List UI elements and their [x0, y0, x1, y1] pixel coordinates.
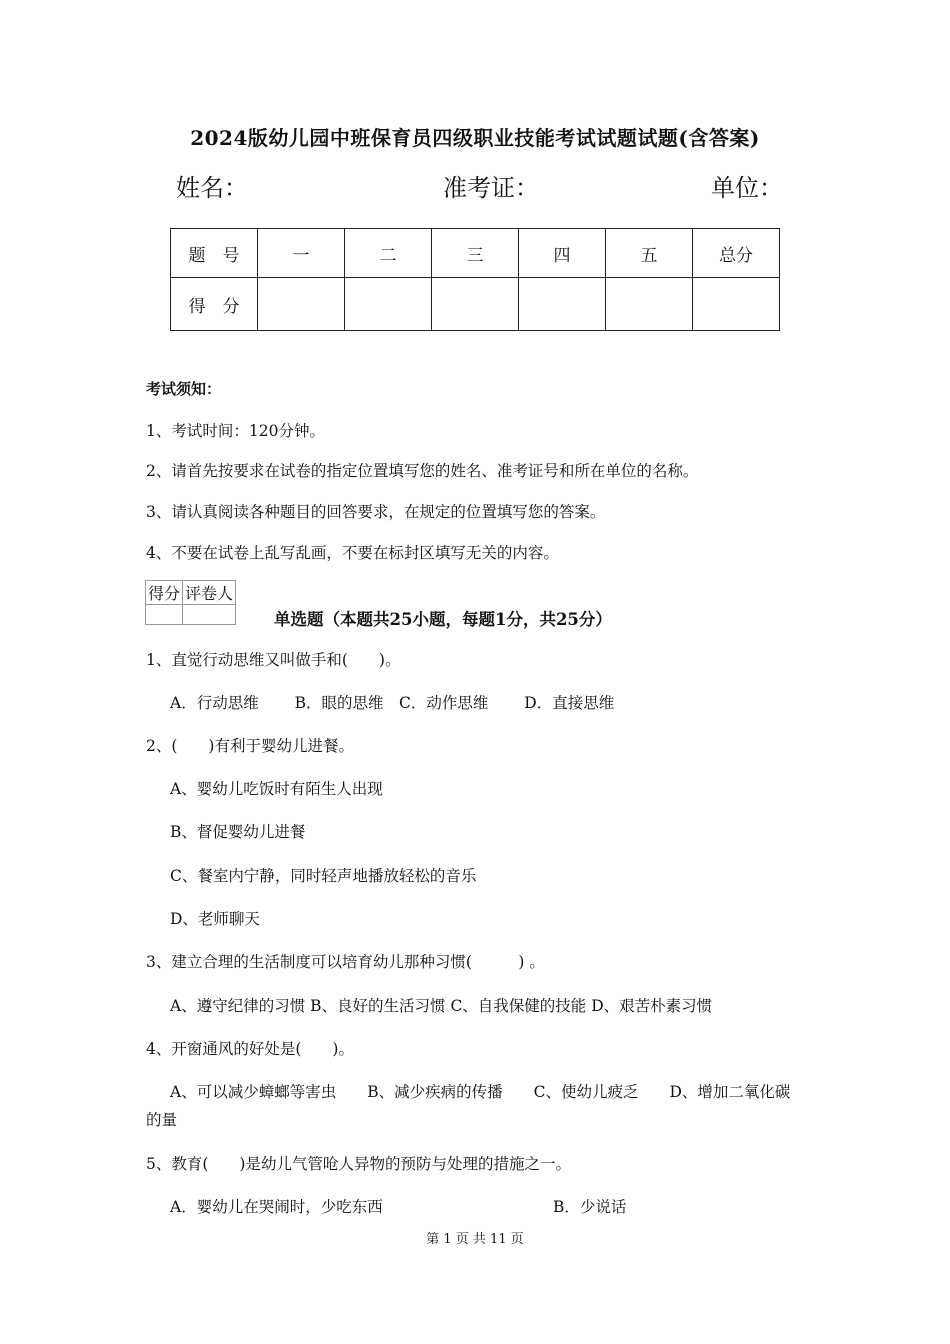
grader-score-cell[interactable] — [146, 605, 183, 625]
question-5-option-a: A．婴幼儿在哭闹时，少吃东西 — [170, 1198, 383, 1216]
question-2-option-b: B、督促婴幼儿进餐 — [170, 823, 306, 841]
notice-item-3: 3、请认真阅读各种题目的回答要求，在规定的位置填写您的答案。 — [146, 503, 606, 521]
notice-heading: 考试须知： — [146, 380, 222, 398]
grader-score-label: 得分 — [146, 581, 183, 605]
question-5-option-b: B．少说话 — [553, 1198, 627, 1216]
question-4-options-line-2: 的量 — [146, 1111, 178, 1129]
score-table-header-3: 三 — [432, 229, 519, 278]
score-cell-total[interactable] — [693, 278, 780, 331]
grader-name-label: 评卷人 — [183, 581, 236, 605]
exam-id-field-label: 准考证： — [443, 174, 539, 202]
question-2-option-a: A、婴幼儿吃饭时有陌生人出现 — [170, 780, 383, 798]
question-2-stem: 2、( )有利于婴幼儿进餐。 — [146, 737, 354, 755]
question-1-stem: 1、直觉行动思维又叫做手和( )。 — [146, 651, 401, 669]
question-2-option-c: C、餐室内宁静，同时轻声地播放轻松的音乐 — [170, 867, 477, 885]
question-3-options: A、遵守纪律的习惯 B、良好的生活习惯 C、自我保健的技能 D、艰苦朴素习惯 — [170, 997, 713, 1015]
score-table-header-2: 二 — [345, 229, 432, 278]
question-5-stem: 5、教育( )是幼儿气管呛人异物的预防与处理的措施之一。 — [146, 1155, 571, 1173]
notice-item-4: 4、不要在试卷上乱写乱画，不要在标封区填写无关的内容。 — [146, 544, 559, 562]
score-table-header-1: 一 — [258, 229, 345, 278]
score-table-header-row — [171, 229, 780, 278]
grader-box — [145, 580, 236, 625]
page-title: 2024版幼儿园中班保育员四级职业技能考试试题试题(含答案) — [190, 126, 760, 150]
section-title: 单选题（本题共25小题，每题1分，共25分） — [274, 610, 612, 629]
score-cell-2[interactable] — [345, 278, 432, 331]
score-cell-1[interactable] — [258, 278, 345, 331]
notice-item-2: 2、请首先按要求在试卷的指定位置填写您的姓名、准考证号和所在单位的名称。 — [146, 462, 699, 480]
unit-field-label: 单位： — [711, 174, 783, 202]
score-table-header-5: 五 — [606, 229, 693, 278]
score-table-score-row — [171, 278, 780, 331]
score-table-header-label: 题 号 — [171, 229, 258, 278]
question-1-options: A．行动思维 B．眼的思维 C．动作思维 D．直接思维 — [170, 694, 615, 712]
grader-name-cell[interactable] — [183, 605, 236, 625]
question-4-options-line-1: A、可以减少蟑螂等害虫 B、减少疾病的传播 C、使幼儿疲乏 D、增加二氧化碳 — [170, 1083, 791, 1101]
question-2-option-d: D、老师聊天 — [170, 910, 260, 928]
page-footer: 第 1 页 共 11 页 — [426, 1232, 524, 1247]
score-table-header-4: 四 — [519, 229, 606, 278]
score-cell-5[interactable] — [606, 278, 693, 331]
score-table — [170, 228, 780, 331]
question-3-stem: 3、建立合理的生活制度可以培育幼儿那种习惯( ) 。 — [146, 953, 545, 971]
score-cell-4[interactable] — [519, 278, 606, 331]
question-4-stem: 4、开窗通风的好处是( )。 — [146, 1040, 354, 1058]
score-table-row-label: 得 分 — [171, 278, 258, 331]
name-field-label: 姓名： — [176, 174, 248, 202]
notice-item-1: 1、考试时间：120分钟。 — [146, 422, 325, 440]
score-table-header-total: 总分 — [693, 229, 780, 278]
score-cell-3[interactable] — [432, 278, 519, 331]
